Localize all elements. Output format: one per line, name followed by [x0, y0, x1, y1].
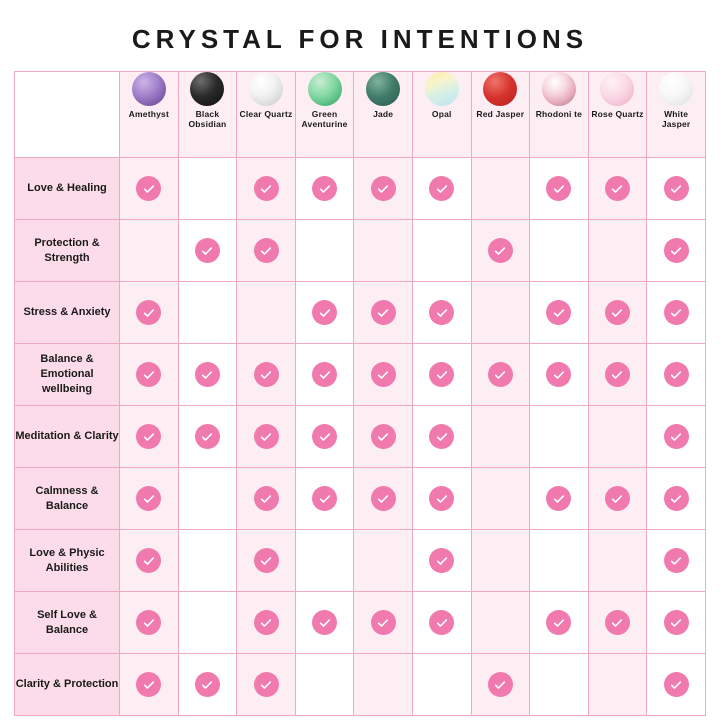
matrix-cell-checked [647, 530, 706, 592]
crystal-name-label: Rose Quartz [591, 109, 644, 119]
matrix-cell-checked [647, 282, 706, 344]
matrix-cell-checked [647, 220, 706, 282]
crystal-name-label: Amethyst [128, 109, 170, 119]
table-row [15, 530, 706, 592]
matrix-cell-checked [237, 654, 296, 716]
matrix-cell-checked [412, 344, 471, 406]
check-icon [312, 300, 337, 325]
matrix-cell-empty [588, 530, 647, 592]
matrix-cell-checked [237, 530, 296, 592]
matrix-cell-empty [471, 282, 530, 344]
matrix-cell-checked [530, 592, 589, 654]
crystal-column-header [178, 72, 237, 158]
check-icon [605, 300, 630, 325]
matrix-cell-checked [412, 468, 471, 530]
crystal-column-header [588, 72, 647, 158]
check-icon [488, 362, 513, 387]
check-icon [254, 672, 279, 697]
check-icon [371, 362, 396, 387]
crystal-column-header [530, 72, 589, 158]
check-icon [371, 610, 396, 635]
matrix-cell-checked [120, 158, 179, 220]
check-icon [429, 300, 454, 325]
matrix-cell-checked [412, 592, 471, 654]
matrix-cell-checked [412, 406, 471, 468]
crystal-name-label: Rhodoni te [535, 109, 583, 119]
matrix-cell-empty [178, 468, 237, 530]
matrix-cell-checked [588, 468, 647, 530]
matrix-cell-empty [530, 406, 589, 468]
check-icon [546, 486, 571, 511]
check-icon [312, 176, 337, 201]
matrix-cell-checked [647, 468, 706, 530]
check-icon [664, 548, 689, 573]
check-icon [664, 300, 689, 325]
crystal-name-label: Red Jasper [476, 109, 525, 119]
check-icon [136, 176, 161, 201]
matrix-cell-empty [471, 530, 530, 592]
check-icon [254, 362, 279, 387]
check-icon [195, 672, 220, 697]
matrix-cell-checked [295, 282, 354, 344]
check-icon [371, 424, 396, 449]
check-icon [312, 486, 337, 511]
check-icon [429, 610, 454, 635]
opal-stone-icon [425, 72, 459, 106]
check-icon [254, 176, 279, 201]
matrix-cell-checked [647, 158, 706, 220]
matrix-cell-checked [120, 406, 179, 468]
table-row [15, 468, 706, 530]
crystal-name-label: Green Aventurine [301, 109, 348, 129]
check-icon [195, 238, 220, 263]
matrix-cell-empty [178, 158, 237, 220]
check-icon [254, 424, 279, 449]
check-icon [429, 176, 454, 201]
check-icon [254, 548, 279, 573]
check-icon [136, 486, 161, 511]
matrix-cell-checked [237, 468, 296, 530]
matrix-cell-checked [178, 406, 237, 468]
black-obsidian-stone-icon [190, 72, 224, 106]
crystal-column-header [120, 72, 179, 158]
matrix-cell-empty [295, 654, 354, 716]
matrix-cell-checked [120, 592, 179, 654]
check-icon [664, 176, 689, 201]
crystal-column-header [471, 72, 530, 158]
matrix-cell-empty [471, 158, 530, 220]
intention-row-header: Protection & Strength [15, 220, 120, 282]
matrix-cell-checked [354, 158, 413, 220]
red-jasper-stone-icon [483, 72, 517, 106]
check-icon [254, 610, 279, 635]
check-icon [312, 362, 337, 387]
check-icon [605, 610, 630, 635]
matrix-cell-empty [588, 406, 647, 468]
clear-quartz-stone-icon [249, 72, 283, 106]
crystal-column-header [354, 72, 413, 158]
matrix-cell-empty [354, 530, 413, 592]
matrix-cell-checked [178, 654, 237, 716]
check-icon [546, 300, 571, 325]
check-icon [195, 424, 220, 449]
matrix-cell-checked [354, 406, 413, 468]
check-icon [605, 362, 630, 387]
matrix-cell-empty [530, 530, 589, 592]
table-row [15, 654, 706, 716]
crystal-name-label: Clear Quartz [239, 109, 293, 119]
matrix-cell-checked [412, 282, 471, 344]
matrix-cell-checked [530, 468, 589, 530]
matrix-cell-checked [295, 344, 354, 406]
check-icon [488, 672, 513, 697]
check-icon [605, 486, 630, 511]
matrix-cell-empty [295, 220, 354, 282]
crystal-name-label: Opal [431, 109, 452, 119]
check-icon [136, 362, 161, 387]
check-icon [429, 424, 454, 449]
rose-quartz-stone-icon [600, 72, 634, 106]
matrix-cell-checked [647, 406, 706, 468]
table-header-row [15, 72, 706, 158]
crystal-column-header [295, 72, 354, 158]
check-icon [312, 610, 337, 635]
table-corner-cell [15, 72, 120, 158]
matrix-cell-checked [588, 282, 647, 344]
matrix-cell-checked [178, 344, 237, 406]
table-row [15, 406, 706, 468]
matrix-cell-empty [412, 654, 471, 716]
matrix-cell-checked [295, 592, 354, 654]
table-row [15, 344, 706, 406]
table-row [15, 158, 706, 220]
check-icon [664, 238, 689, 263]
matrix-cell-empty [588, 220, 647, 282]
matrix-cell-checked [588, 158, 647, 220]
matrix-cell-empty [237, 282, 296, 344]
check-icon [136, 300, 161, 325]
check-icon [254, 238, 279, 263]
intention-row-header: Love & Physic Abilities [15, 530, 120, 592]
matrix-cell-checked [237, 592, 296, 654]
check-icon [312, 424, 337, 449]
crystal-name-label: Jade [373, 109, 394, 119]
table-row [15, 220, 706, 282]
matrix-cell-checked [412, 530, 471, 592]
matrix-cell-checked [120, 654, 179, 716]
matrix-cell-empty [530, 654, 589, 716]
matrix-cell-empty [354, 220, 413, 282]
white-jasper-stone-icon [659, 72, 693, 106]
check-icon [664, 486, 689, 511]
matrix-cell-empty [471, 406, 530, 468]
matrix-cell-checked [295, 468, 354, 530]
matrix-cell-checked [588, 592, 647, 654]
matrix-cell-checked [237, 158, 296, 220]
matrix-cell-checked [471, 344, 530, 406]
jade-stone-icon [366, 72, 400, 106]
crystal-column-header [647, 72, 706, 158]
matrix-cell-checked [412, 158, 471, 220]
check-icon [429, 548, 454, 573]
matrix-cell-empty [120, 220, 179, 282]
matrix-cell-empty [178, 530, 237, 592]
intention-row-header: Stress & Anxiety [15, 282, 120, 344]
intention-row-header: Clarity & Protection [15, 654, 120, 716]
check-icon [488, 238, 513, 263]
check-icon [136, 610, 161, 635]
matrix-cell-checked [647, 592, 706, 654]
check-icon [136, 548, 161, 573]
matrix-cell-checked [120, 468, 179, 530]
intention-row-header: Love & Healing [15, 158, 120, 220]
check-icon [429, 362, 454, 387]
matrix-cell-checked [120, 530, 179, 592]
intention-row-header: Self Love & Balance [15, 592, 120, 654]
matrix-cell-checked [471, 220, 530, 282]
check-icon [371, 176, 396, 201]
matrix-cell-empty [178, 592, 237, 654]
matrix-cell-checked [354, 592, 413, 654]
check-icon [605, 176, 630, 201]
matrix-cell-checked [588, 344, 647, 406]
matrix-cell-checked [295, 158, 354, 220]
intention-row-header: Calmness & Balance [15, 468, 120, 530]
crystal-name-label: White Jasper [661, 109, 691, 129]
matrix-cell-checked [471, 654, 530, 716]
check-icon [371, 300, 396, 325]
matrix-cell-checked [178, 220, 237, 282]
crystal-name-label: Black Obsidian [188, 109, 227, 129]
intention-row-header: Meditation & Clarity [15, 406, 120, 468]
amethyst-stone-icon [132, 72, 166, 106]
crystal-column-header [237, 72, 296, 158]
check-icon [136, 672, 161, 697]
check-icon [254, 486, 279, 511]
rhodonite-stone-icon [542, 72, 576, 106]
check-icon [664, 424, 689, 449]
matrix-cell-checked [354, 344, 413, 406]
matrix-cell-checked [530, 344, 589, 406]
matrix-cell-checked [647, 654, 706, 716]
check-icon [371, 486, 396, 511]
check-icon [546, 176, 571, 201]
matrix-cell-empty [471, 468, 530, 530]
matrix-cell-checked [237, 406, 296, 468]
matrix-cell-checked [647, 344, 706, 406]
check-icon [195, 362, 220, 387]
matrix-cell-empty [178, 282, 237, 344]
check-icon [664, 610, 689, 635]
green-aventurine-stone-icon [308, 72, 342, 106]
matrix-cell-checked [530, 158, 589, 220]
matrix-cell-empty [412, 220, 471, 282]
matrix-cell-empty [354, 654, 413, 716]
check-icon [136, 424, 161, 449]
matrix-cell-empty [471, 592, 530, 654]
matrix-cell-checked [120, 282, 179, 344]
matrix-cell-checked [530, 282, 589, 344]
matrix-cell-empty [588, 654, 647, 716]
matrix-cell-checked [354, 468, 413, 530]
matrix-cell-checked [237, 220, 296, 282]
crystal-intentions-table [14, 71, 706, 716]
matrix-cell-checked [295, 406, 354, 468]
table-row [15, 592, 706, 654]
check-icon [664, 362, 689, 387]
table-body [15, 158, 706, 716]
table-row [15, 282, 706, 344]
crystal-column-header [412, 72, 471, 158]
page-title: CRYSTAL FOR INTENTIONS [131, 24, 589, 54]
matrix-cell-checked [237, 344, 296, 406]
check-icon [546, 610, 571, 635]
check-icon [546, 362, 571, 387]
matrix-cell-checked [120, 344, 179, 406]
matrix-cell-checked [354, 282, 413, 344]
matrix-cell-empty [530, 220, 589, 282]
intention-row-header: Balance & Emotional wellbeing [15, 344, 120, 406]
check-icon [429, 486, 454, 511]
check-icon [664, 672, 689, 697]
matrix-cell-empty [295, 530, 354, 592]
